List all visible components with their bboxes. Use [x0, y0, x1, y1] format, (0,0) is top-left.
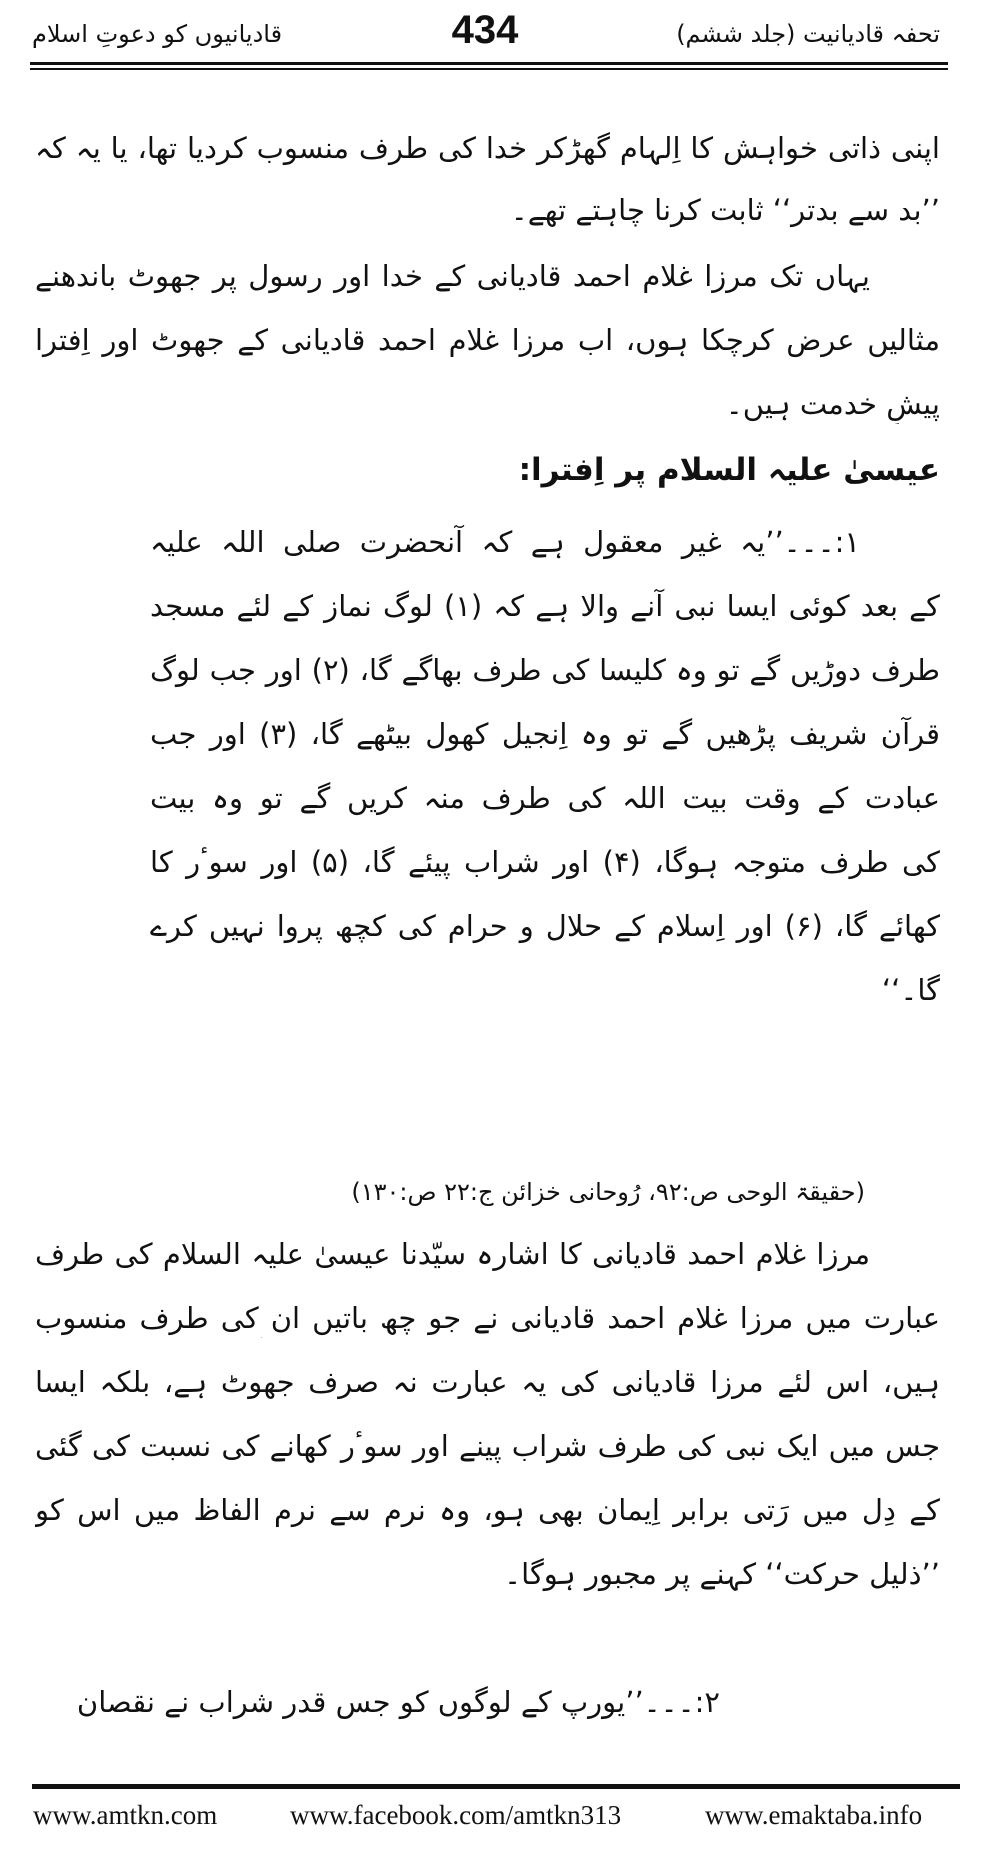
- body-line: ’’ذلیل حرکت‘‘ کہنے پر مجبور ہوگا۔: [504, 1557, 940, 1591]
- body-line: کے دِل میں رَتی برابر اِیمان بھی ہو، وہ نرم سے نرم الفاظ میں اس کو: [35, 1493, 940, 1527]
- body-line: مرزا غلام احمد قادیانی کا اشارہ سیّدنا عیسیٰ علیہ السلام کی طرف: [35, 1237, 870, 1271]
- header-rule: [30, 62, 948, 65]
- body-line: مثالیں عرض کرچکا ہوں، اب مرزا غلام احمد قادیانی کے جھوٹ اور اِفترا: [35, 323, 940, 357]
- book-title: تحفہ قادیانیت (جلد ششم): [676, 20, 940, 48]
- body-line: ہیں، اس لئے مرزا قادیانی کی یہ عبارت نہ صرف جھوٹ ہے، بلکہ ایسا: [35, 1365, 940, 1399]
- footer-link-amtkn[interactable]: www.amtkn.com: [33, 1800, 218, 1830]
- chapter-title: قادیانیوں کو دعوتِ اسلام: [32, 20, 283, 48]
- quote-line: قرآن شریف پڑھیں گے تو وہ اِنجیل کھول بیٹھے گا، (۳) اور جب: [150, 717, 940, 751]
- footer-rule: [32, 1784, 960, 1789]
- quote-line: کی طرف متوجہ ہوگا، (۴) اور شراب پیئے گا، (۵) اور سوٴر کا: [150, 845, 940, 879]
- body-line: عبارت میں مرزا غلام احمد قادیانی نے جو چھ باتیں ان کی طرف منسوب: [35, 1301, 940, 1335]
- body-line: اپنی ذاتی خواہش کا اِلہام گھڑکر خدا کی طرف منسوب کردیا تھا، یا یہ کہ: [35, 131, 940, 165]
- page-number: 434: [451, 8, 519, 52]
- quote-line: ۲:۔۔۔’’یورپ کے لوگوں کو جس قدر شراب نے نقصان: [76, 1685, 720, 1719]
- body-line: ’’بد سے بدتر‘‘ ثابت کرنا چاہتے تھے۔: [510, 193, 940, 227]
- footer-link-facebook[interactable]: www.facebook.com/amtkn313: [290, 1800, 622, 1830]
- quote-line: طرف دوڑیں گے تو وہ کلیسا کی طرف بھاگے گا، (۲) اور جب لوگ: [150, 653, 940, 687]
- section-heading: عیسیٰ علیہ السلام پر اِفترا:: [518, 452, 940, 488]
- footer-link-emaktaba[interactable]: www.emaktaba.info: [705, 1800, 923, 1830]
- body-line: جس میں ایک نبی کی طرف شراب پینے اور سوٴر کھانے کی نسبت کی گئی: [35, 1429, 940, 1463]
- quote-line: گا۔‘‘: [881, 973, 940, 1007]
- body-line: یہاں تک مرزا غلام احمد قادیانی کے خدا اور رسول پر جھوٹ باندھنے: [35, 259, 870, 293]
- quote-line: ۱:۔۔۔’’یہ غیر معقول ہے کہ آنحضرت صلی اللہ علیہ: [150, 525, 860, 559]
- citation: (حقیقۃ الوحی ص:۹۲، رُوحانی خزائن ج:۲۲ ص:۱۳۰): [351, 1178, 865, 1206]
- header-rule-secondary: [30, 68, 948, 70]
- quote-line: کے بعد کوئی ایسا نبی آنے والا ہے کہ (۱) لوگ نماز کے لئے مسجد: [150, 589, 940, 623]
- quote-line: عبادت کے وقت بیت اللہ کی طرف منہ کریں گے تو وہ بیت: [150, 781, 940, 815]
- body-line: پیشِ خدمت ہیں۔: [725, 387, 940, 421]
- quote-line: کھائے گا، (۶) اور اِسلام کے حلال و حرام کی کچھ پروا نہیں کرے: [150, 909, 940, 943]
